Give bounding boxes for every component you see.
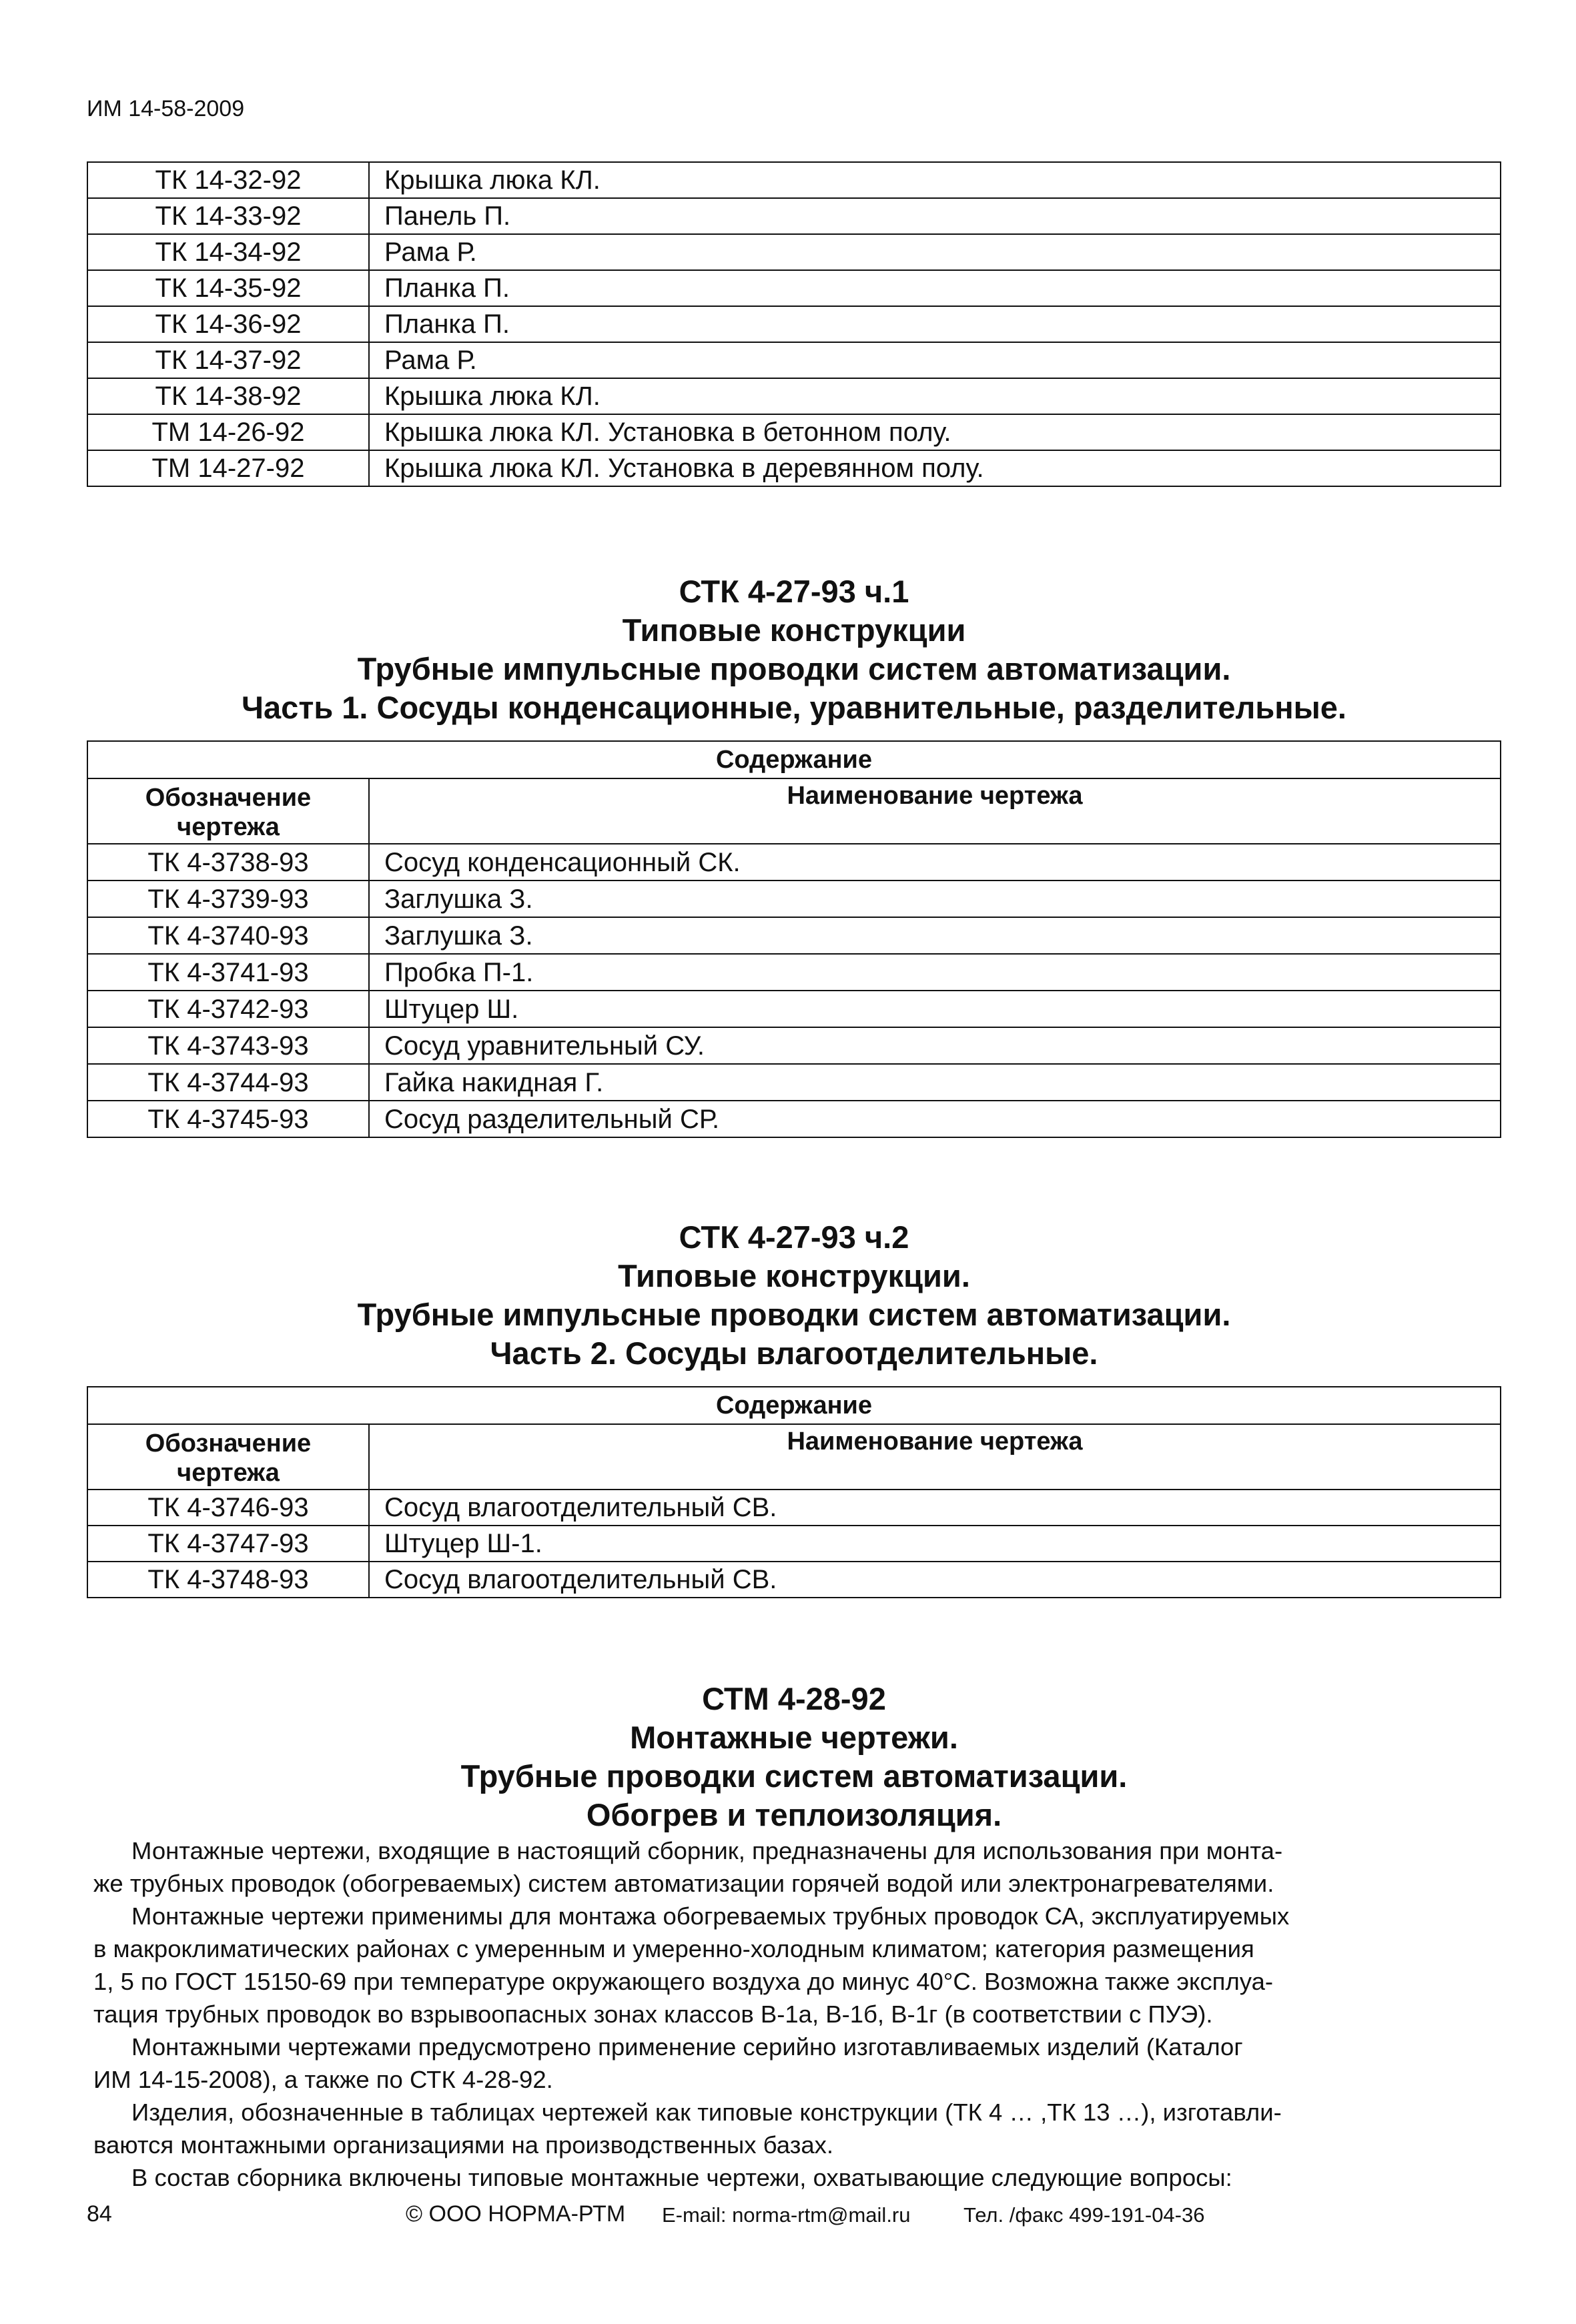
- paragraph-line: В состав сборника включены типовые монтажные чертежи, охватывающие следующие вопросы:: [131, 2164, 1232, 2191]
- column-header-code-line2: чертежа: [177, 1459, 280, 1487]
- column-header-code-line1: Обозначение: [145, 784, 312, 812]
- drawing-name: Заглушка З.: [369, 881, 1501, 917]
- paragraph-line: ваются монтажными организациями на производственных базах.: [93, 2131, 834, 2159]
- paragraph-line: Изделия, обозначенные в таблицах чертежей как типовые конструкции (ТК 4 … ,ТК 13 …), изготавли-: [131, 2099, 1282, 2126]
- drawing-name: Крышка люка КЛ.: [369, 162, 1501, 198]
- drawing-code: ТК 4-3744-93: [87, 1064, 369, 1101]
- section3-title-line: Монтажные чертежи.: [630, 1720, 958, 1755]
- table-row: [87, 198, 1501, 234]
- table-row: [87, 234, 1501, 270]
- drawing-code: ТК 14-38-92: [87, 378, 369, 414]
- drawing-name: Крышка люка КЛ.: [369, 378, 1501, 414]
- table-row: [87, 378, 1501, 414]
- drawing-code: ТК 4-3748-93: [87, 1562, 369, 1598]
- section3-title-line: СТМ 4-28-92: [702, 1681, 886, 1716]
- column-header-name: Наименование чертежа: [369, 778, 1501, 844]
- drawing-code: ТК 4-3741-93: [87, 954, 369, 991]
- table-row: [87, 414, 1501, 450]
- drawing-code: ТК 4-3738-93: [87, 844, 369, 881]
- table-row: [87, 306, 1501, 342]
- drawing-name: Панель П.: [369, 198, 1501, 234]
- table-row: [87, 954, 1501, 991]
- drawing-code: ТК 4-3745-93: [87, 1101, 369, 1137]
- drawing-name: Штуцер Ш.: [369, 991, 1501, 1027]
- contents-table-part2: [87, 1386, 1501, 1598]
- drawing-code: ТК 4-3740-93: [87, 917, 369, 954]
- table-row: [87, 1064, 1501, 1101]
- section3-title-line: Трубные проводки систем автоматизации.: [460, 1758, 1128, 1794]
- drawing-code: ТК 14-36-92: [87, 306, 369, 342]
- drawing-code: ТК 14-37-92: [87, 342, 369, 378]
- section1-title: [87, 572, 1501, 727]
- drawing-code: ТК 14-35-92: [87, 270, 369, 306]
- paragraph-line: же трубных проводок (обогреваемых) систем автоматизации горячей водой или электронагревателями.: [93, 1870, 1274, 1897]
- column-header-code-line2: чертежа: [177, 813, 280, 841]
- drawing-code: ТК 14-33-92: [87, 198, 369, 234]
- contents-label: Содержание: [87, 1387, 1501, 1424]
- drawing-name: Пробка П-1.: [369, 954, 1501, 991]
- section1-title-line: Типовые конструкции: [622, 612, 966, 648]
- table-row: [87, 1490, 1501, 1526]
- table-row: [87, 1562, 1501, 1598]
- table-row: [87, 270, 1501, 306]
- drawing-name: Планка П.: [369, 306, 1501, 342]
- paragraph-line: ИМ 14-15-2008), а также по СТК 4-28-92.: [93, 2066, 553, 2093]
- table-row: [87, 1101, 1501, 1137]
- drawing-code: ТМ 14-26-92: [87, 414, 369, 450]
- drawing-code: ТК 4-3746-93: [87, 1490, 369, 1526]
- footer-phone: Тел. /факс 499-191-04-36: [963, 2203, 1205, 2227]
- section3-title-line: Обогрев и теплоизоляция.: [586, 1797, 1002, 1832]
- drawing-name: Сосуд конденсационный СК.: [369, 844, 1501, 881]
- section2-title: [87, 1218, 1501, 1373]
- table-row: [87, 162, 1501, 198]
- drawing-name: Планка П.: [369, 270, 1501, 306]
- footer-copyright: © ООО НОРМА-РТМ: [406, 2201, 626, 2227]
- table-row: [87, 1027, 1501, 1064]
- drawing-name: Штуцер Ш-1.: [369, 1526, 1501, 1562]
- contents-label: Содержание: [87, 741, 1501, 778]
- drawing-name: Гайка накидная Г.: [369, 1064, 1501, 1101]
- drawing-code: ТК 4-3747-93: [87, 1526, 369, 1562]
- table-row: [87, 881, 1501, 917]
- table-row: [87, 342, 1501, 378]
- column-header-code: [87, 1424, 369, 1490]
- drawing-code: ТМ 14-27-92: [87, 450, 369, 486]
- paragraph-line: 1, 5 по ГОСТ 15150-69 при температуре окружающего воздуха до минус 40°С. Возможна также эксплуа-: [93, 1968, 1274, 1995]
- drawing-name: Сосуд влагоотделительный СВ.: [369, 1562, 1501, 1598]
- paragraph-line: Монтажные чертежи применимы для монтажа обогреваемых трубных проводок СА, эксплуатируемых: [131, 1902, 1290, 1930]
- column-header-code-line1: Обозначение: [145, 1429, 312, 1458]
- paragraph-line: Монтажные чертежи, входящие в настоящий сборник, предназначены для использования при монта-: [131, 1837, 1283, 1864]
- drawing-name: Крышка люка КЛ. Установка в бетонном полу.: [369, 414, 1501, 450]
- drawing-code: ТК 14-34-92: [87, 234, 369, 270]
- table-row: [87, 1526, 1501, 1562]
- section2-title-line: СТК 4-27-93 ч.2: [679, 1219, 909, 1255]
- body-text: [93, 1834, 1501, 2194]
- section3-title: [87, 1680, 1501, 1834]
- footer-email: E-mail: norma-rtm@mail.ru: [662, 2203, 911, 2227]
- section1-title-line: СТК 4-27-93 ч.1: [679, 574, 909, 609]
- drawing-name: Крышка люка КЛ. Установка в деревянном полу.: [369, 450, 1501, 486]
- section2-title-line: Трубные импульсные проводки систем автоматизации.: [357, 1297, 1231, 1332]
- drawing-name: Заглушка З.: [369, 917, 1501, 954]
- paragraph-line: в макроклиматических районах с умеренным и умеренно-холодным климатом; категория размещения: [93, 1935, 1254, 1962]
- table-row: [87, 991, 1501, 1027]
- drawing-code: ТК 14-32-92: [87, 162, 369, 198]
- drawing-name: Рама Р.: [369, 342, 1501, 378]
- section1-title-line: Часть 1. Сосуды конденсационные, уравнительные, разделительные.: [242, 690, 1346, 725]
- drawing-code: ТК 4-3742-93: [87, 991, 369, 1027]
- table-row: [87, 844, 1501, 881]
- section2-title-line: Типовые конструкции.: [618, 1258, 970, 1293]
- drawing-code: ТК 4-3739-93: [87, 881, 369, 917]
- drawings-table-1: [87, 161, 1501, 487]
- column-header-code: [87, 778, 369, 844]
- drawing-name: Рама Р.: [369, 234, 1501, 270]
- drawing-name: Сосуд разделительный СР.: [369, 1101, 1501, 1137]
- column-header-name: Наименование чертежа: [369, 1424, 1501, 1490]
- table-row: [87, 917, 1501, 954]
- paragraph-line: Монтажными чертежами предусмотрено применение серийно изготавливаемых изделий (Каталог: [131, 2033, 1243, 2061]
- contents-table-part1: [87, 740, 1501, 1138]
- page-number: 84: [87, 2201, 112, 2227]
- table-row: [87, 450, 1501, 486]
- paragraph-line: тация трубных проводок во взрывоопасных зонах классов В-1а, В-1б, В-1г (в соответствии с ПУЭ).: [93, 2000, 1213, 2028]
- drawing-name: Сосуд уравнительный СУ.: [369, 1027, 1501, 1064]
- drawing-name: Сосуд влагоотделительный СВ.: [369, 1490, 1501, 1526]
- section2-title-line: Часть 2. Сосуды влагоотделительные.: [490, 1335, 1098, 1371]
- section1-title-line: Трубные импульсные проводки систем автоматизации.: [357, 651, 1231, 686]
- drawing-code: ТК 4-3743-93: [87, 1027, 369, 1064]
- document-id: ИМ 14-58-2009: [87, 96, 245, 121]
